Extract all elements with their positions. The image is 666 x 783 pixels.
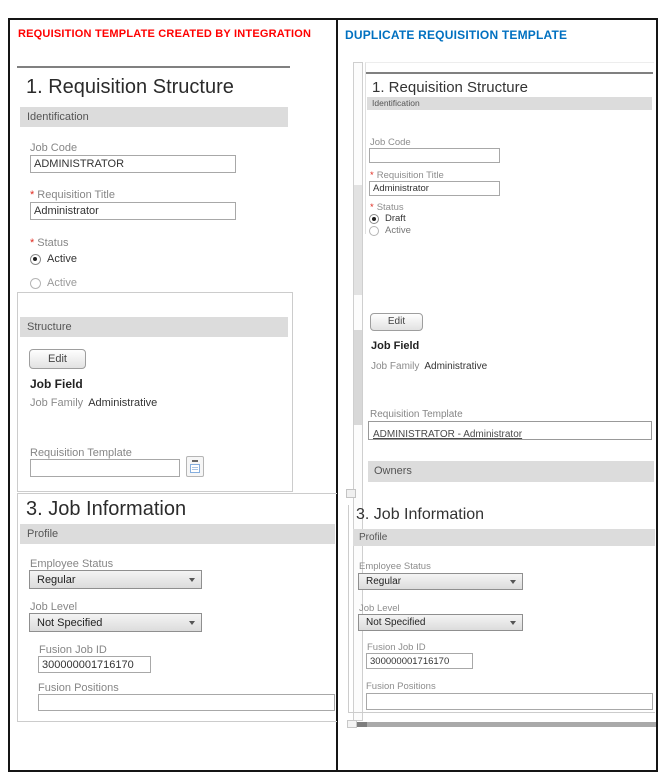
required-marker-icon: * (30, 237, 35, 249)
chevron-down-icon (510, 580, 516, 584)
right-panel-title: DUPLICATE REQUISITION TEMPLATE (345, 28, 568, 42)
dropdown-value: Not Specified (37, 616, 103, 629)
right-job-field-heading: Job Field (371, 340, 420, 352)
left-fusion-positions-label: Fusion Positions (38, 682, 119, 694)
right-fusion-positions-label: Fusion Positions (366, 681, 436, 692)
right-job-level-dropdown[interactable] (358, 614, 523, 631)
left-fusion-job-id-label: Fusion Job ID (39, 644, 107, 656)
section-rule (366, 72, 653, 74)
right-job-information-heading-clipped (356, 506, 576, 526)
scrollbar-thumb[interactable] (354, 185, 362, 295)
left-job-family-row (30, 397, 157, 409)
selector-tick-icon (192, 460, 198, 462)
left-panel-title: REQUISITION TEMPLATE CREATED BY INTEGRATION (18, 28, 312, 40)
left-requisition-title-label: * Requisition Title (30, 189, 115, 201)
left-fusion-job-id-input[interactable] (38, 656, 151, 673)
left-job-information-heading: 3. Job Information (26, 498, 187, 520)
section-rule (17, 66, 290, 68)
left-employee-status-dropdown[interactable] (29, 570, 202, 589)
selector-list-icon (190, 464, 200, 473)
right-fusion-positions-input[interactable] (366, 693, 653, 710)
right-job-family-row (371, 361, 487, 372)
job-family-value: Administrative (88, 397, 158, 409)
radio-label: Active (47, 253, 77, 265)
right-job-level-label: Job Level (359, 603, 400, 614)
radio-unselected-icon[interactable] (369, 226, 379, 236)
fragment-border (348, 712, 655, 713)
left-profile-bar: Profile (20, 524, 335, 544)
right-requisition-structure-heading: 1. Requisition Structure (372, 79, 528, 96)
required-marker-icon: * (370, 202, 374, 213)
right-requisition-title-input[interactable] (369, 181, 500, 196)
left-job-level-label: Job Level (30, 601, 78, 613)
required-marker-icon: * (30, 189, 35, 201)
right-edit-button-clipped[interactable] (370, 318, 423, 332)
right-status-option-clipped[interactable] (369, 225, 469, 236)
radio-label: Active (47, 277, 77, 289)
left-job-field-heading: Job Field (30, 377, 83, 391)
template-selector-icon[interactable] (186, 456, 204, 477)
dropdown-value: Regular (366, 576, 402, 587)
chevron-down-icon (510, 621, 516, 625)
required-marker-icon: * (370, 170, 374, 181)
job-family-value: Administrative (424, 361, 488, 372)
dropdown-value: Not Specified (366, 617, 426, 628)
radio-label: Draft (385, 213, 406, 224)
scrollbar-button[interactable] (347, 720, 357, 728)
right-requisition-template-label: Requisition Template (370, 409, 463, 420)
scrollbar-thumb[interactable] (357, 722, 367, 727)
right-status-option-draft[interactable] (369, 213, 406, 224)
right-profile-bar: Profile (353, 529, 655, 546)
right-job-code-label: Job Code (370, 137, 411, 148)
right-owners-bar: Owners (368, 461, 654, 482)
left-requisition-template-input[interactable] (30, 459, 180, 477)
radio-unselected-icon[interactable] (30, 278, 41, 289)
left-status-label: * Status (30, 237, 69, 249)
radio-label: Active (385, 225, 411, 236)
right-status-label: * Status (370, 202, 404, 213)
left-structure-bar: Structure (20, 317, 288, 337)
scrollbar-thumb[interactable] (354, 330, 362, 425)
left-requisition-title-input[interactable] (30, 202, 236, 220)
horizontal-scrollbar[interactable] (357, 722, 656, 727)
radio-selected-icon[interactable] (30, 254, 41, 265)
left-requisition-template-label: Requisition Template (30, 447, 132, 459)
right-fusion-job-id-input[interactable] (366, 653, 473, 669)
job-family-label: Job Family (30, 397, 84, 409)
left-status-option-active[interactable] (30, 253, 77, 265)
left-status-option-clipped[interactable] (30, 277, 150, 290)
chevron-down-icon (189, 578, 195, 582)
right-employee-status-dropdown[interactable] (358, 573, 523, 590)
job-family-label: Job Family (371, 361, 420, 372)
left-identification-bar: Identification (20, 107, 288, 127)
fragment-border (348, 505, 349, 713)
scrollbar-button[interactable] (346, 489, 356, 498)
requisition-template-link[interactable]: ADMINISTRATOR - Administrator (373, 429, 523, 440)
left-fusion-positions-input[interactable] (38, 694, 335, 711)
right-identification-bar: Identification (367, 97, 652, 110)
right-employee-status-label: Employee Status (359, 561, 431, 572)
right-job-code-input[interactable] (369, 148, 500, 163)
left-job-code-label: Job Code (30, 142, 78, 154)
right-requisition-title-label: * Requisition Title (370, 170, 444, 181)
left-requisition-structure-heading: 1. Requisition Structure (26, 76, 234, 98)
left-job-level-dropdown[interactable] (29, 613, 202, 632)
right-edit-button[interactable]: Edit (370, 313, 423, 331)
right-job-information-heading: 3. Job Information (356, 506, 485, 523)
left-edit-button[interactable]: Edit (29, 349, 86, 369)
radio-selected-icon[interactable] (369, 214, 379, 224)
left-employee-status-label: Employee Status (30, 558, 114, 570)
left-job-code-input[interactable] (30, 155, 236, 173)
right-requisition-template-field[interactable] (368, 421, 652, 440)
chevron-down-icon (189, 621, 195, 625)
dropdown-value: Regular (37, 573, 76, 586)
right-fusion-job-id-label: Fusion Job ID (367, 642, 426, 653)
